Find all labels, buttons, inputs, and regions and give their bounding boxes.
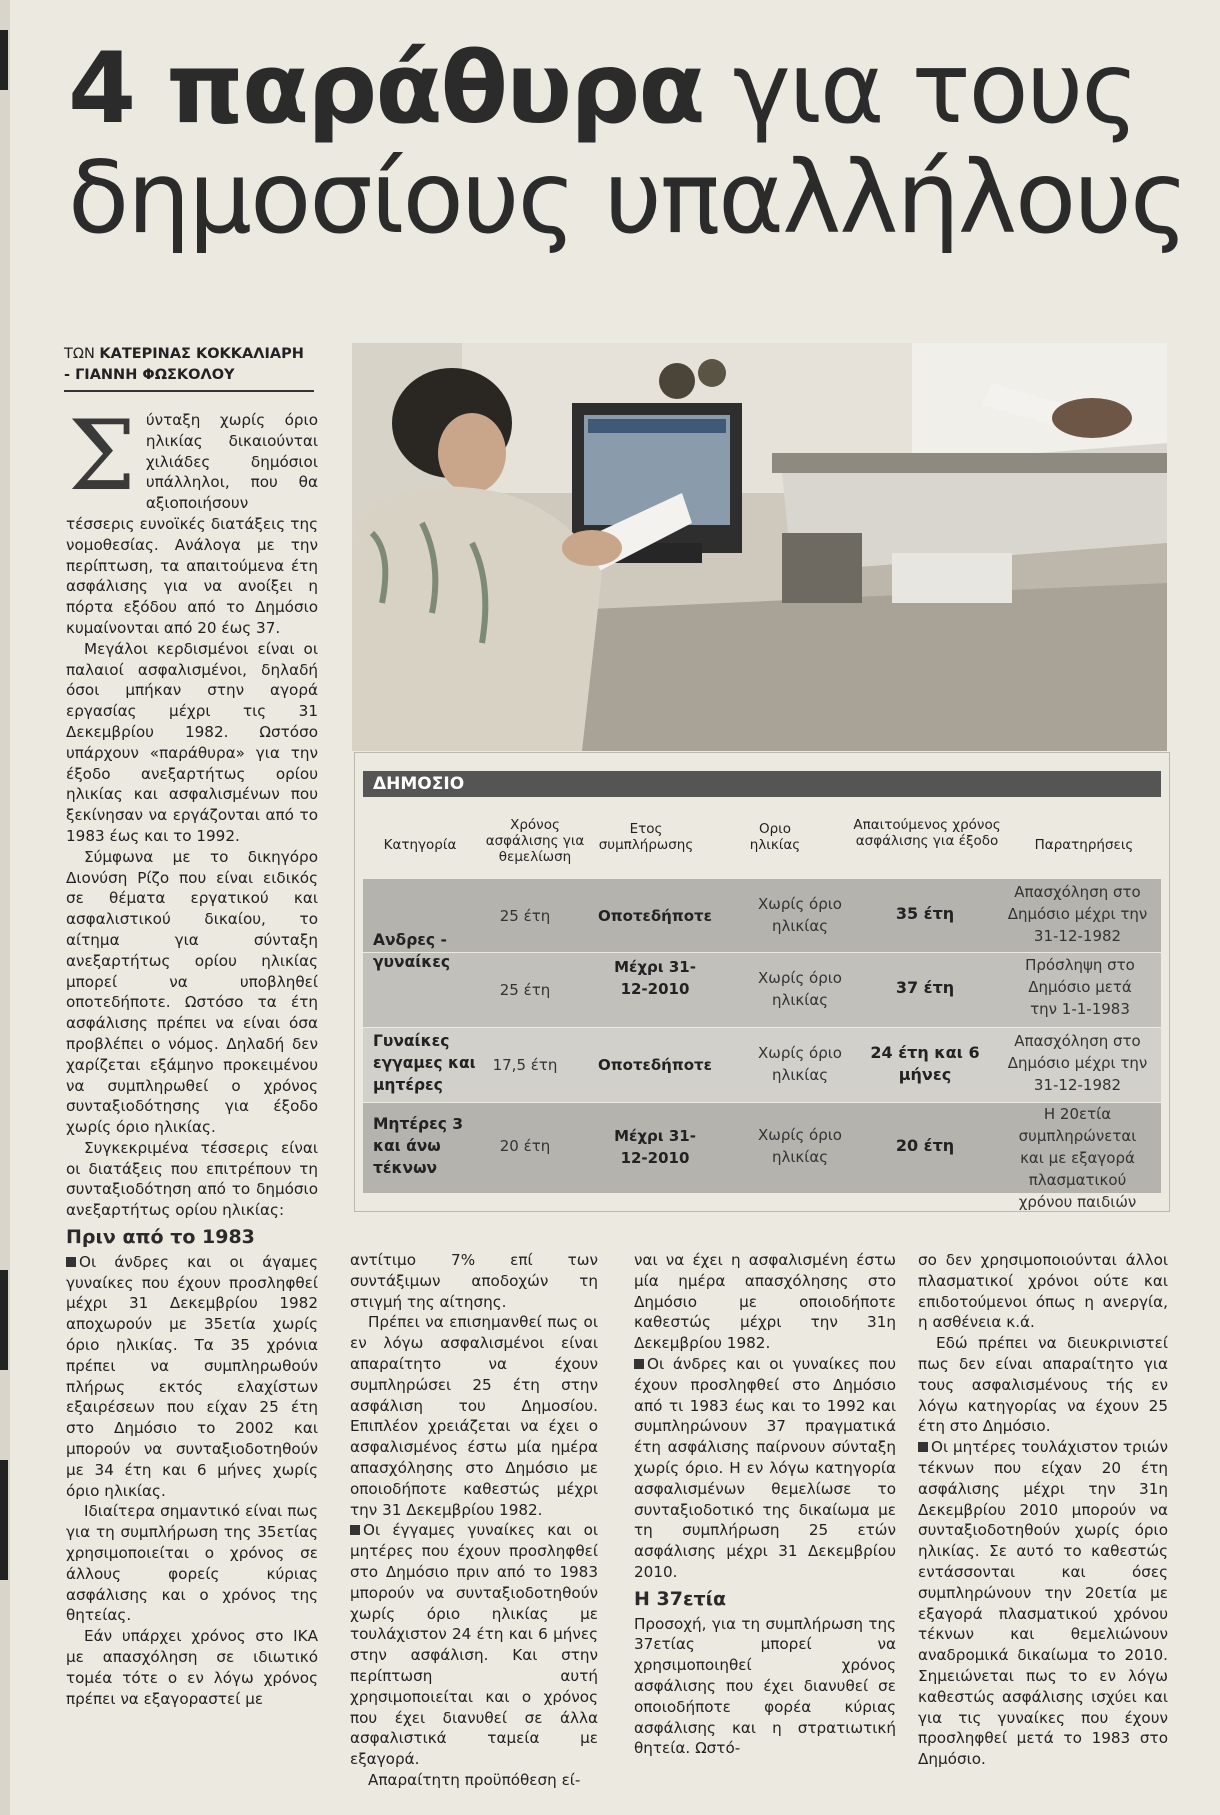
paragraph: Προσοχή, για τη συμπλήρωση της 37ετίας μπορεί να χρησιμοποιηθεί χρόνος ασφάλισης που έχει διανυθεί σε οποιοδήποτε φορέα κύριας ασφάλισης και η στρατιωτική θητεία. Ωστό- bbox=[634, 1614, 896, 1758]
table-title: ΔΗΜΟΣΙΟ bbox=[363, 771, 1161, 797]
paragraph: Εάν υπάρχει χρόνος στο ΙΚΑ με απασχόληση σε ιδιωτικό τομέα τότε ο εν λόγω χρόνος πρέπει να εξαγοραστεί με bbox=[66, 1627, 318, 1708]
paragraph: αντίτιμο 7% επί των συντάξιμων αποδοχών τη στιγμή της αίτησης. bbox=[350, 1251, 598, 1311]
cell-category: Ανδρες - γυναίκες bbox=[373, 931, 451, 971]
bullet-square-icon bbox=[66, 1257, 76, 1267]
cell-category: Μητέρες 3 και άνω τέκνων bbox=[373, 1115, 464, 1177]
paragraph: ναι να έχει η ασφαλισμένη έστω μία ημέρα απασχόλησης στο Δημόσιο με οποιοδήποτε καθεστώς μέχρι την 31η Δεκεμβρίου 1982. bbox=[634, 1251, 896, 1353]
cell-years-basis: 25 έτη bbox=[499, 981, 551, 999]
cell-notes: Πρόσληψη στο Δημόσιο μετά την 1-1-1983 bbox=[1025, 956, 1135, 1018]
header-completion-year: Ετος συμπλήρωσης bbox=[598, 821, 694, 853]
paragraph: ύνταξη χωρίς όριο ηλικίας δικαιούνται χιλιάδες δημόσιοι υπάλληλοι, που θα αξιοποιήσουν τέσσερις ευνοϊκές διατάξεις της νομοθεσίας. Ανάλογα με την περίπτωση, τα απαιτούμενα έτη ασφάλισης για να ανοίξει η πόρτα εξόδου από το Δημόσιο κυμαίνονται από 20 έως 37. bbox=[66, 411, 318, 637]
section-heading: Η 37ετία bbox=[634, 1587, 727, 1610]
cell-years-basis: 25 έτη bbox=[499, 907, 551, 925]
office-clerk-photo bbox=[352, 343, 1167, 751]
cell-completion-year: Οποτεδήποτε bbox=[598, 1056, 712, 1074]
byline-rule bbox=[64, 390, 314, 392]
bullet-square-icon bbox=[634, 1359, 644, 1369]
section-heading: Πριν από το 1983 bbox=[66, 1226, 255, 1249]
cell-age-limit: Χωρίς όριο ηλικίας bbox=[758, 895, 842, 935]
paragraph: Σύμφωνα με το δικηγόρο Διονύση Ρίζο που είναι ειδικός σε θέματα εργατικού και ασφαλιστικού δικαίου, το αίτημα για σύνταξη ανεξαρτήτως ορίου ηλικίας μπορεί να υποβληθεί οποτεδήποτε. Ωστόσο τα έτη ασφάλισης πρέπει να είναι όσα προβλέπει ο νόμος. Δηλαδή δεν χαρίζεται εξάμηνο προκειμένου να συμπληρωθεί ο χρόνος συνταξιοδότησης για έξοδο χωρίς όριο ηλικίας. bbox=[66, 847, 318, 1137]
cell-completion-year: Μέχρι 31-12-2010 bbox=[614, 958, 696, 998]
bullet-square-icon bbox=[918, 1442, 928, 1452]
headline bbox=[68, 32, 1187, 256]
cell-years-basis: 20 έτη bbox=[499, 1137, 551, 1155]
article-column-4 bbox=[918, 1250, 1168, 1770]
byline-prefix: ΤΩΝ bbox=[64, 346, 100, 362]
header-required-years: Απαιτούμενος χρόνος ασφάλισης για έξοδο bbox=[853, 817, 1001, 849]
cell-completion-year: Μέχρι 31-12-2010 bbox=[614, 1127, 696, 1167]
article-column-3 bbox=[634, 1250, 896, 1759]
cell-notes: Απασχόληση στο Δημόσιο μέχρι την 31-12-1982 bbox=[1007, 1032, 1148, 1094]
cell-category: Γυναίκες εγγαμες και μητέρες bbox=[373, 1032, 476, 1094]
paragraph: Ιδιαίτερα σημαντικό είναι πως για τη συμπλήρωση της 35ετίας χρησιμοποιείται ο χρόνος σε άλλους φορείς κύριας ασφάλισης και ο χρόνος της θητείας. bbox=[66, 1502, 318, 1625]
cell-notes: Η 20ετία συμπληρώνεται και με εξαγορά πλασματικού χρόνου παιδιών bbox=[1018, 1105, 1137, 1211]
cell-notes: Απασχόληση στο Δημόσιο μέχρι την 31-12-1982 bbox=[1007, 883, 1148, 945]
paragraph: Πρέπει να επισημανθεί πως οι εν λόγω ασφαλισμένοι είναι απαραίτητο να έχουν συμπληρώσει 25 έτη στην ασφάλιση του Δημοσίου. Επιπλέον χρειάζεται να έχει ο ασφαλισμένος έστω μία ημέρα απασχόλησης στο Δημόσιο με οποιοδήποτε καθεστώς μέχρι την 31 Δεκεμβρίου 1982. bbox=[350, 1313, 598, 1519]
paragraph: Οι έγγαμες γυναίκες και οι μητέρες που έχουν προσληφθεί στο Δημόσιο πριν από το 1983 μπορούν να συνταξιοδοτηθούν χωρίς όριο ηλικίας με τουλάχιστον 24 έτη και 6 μήνες στην ασφάλιση. Και στην περίπτωση αυτή χρησιμοποιείται και ο χρόνος που έχει διανυθεί σε άλλα ασφαλιστικά ταμεία με εξαγορά. bbox=[350, 1521, 598, 1769]
headline-bold: 4 παράθυρα bbox=[68, 32, 704, 146]
bullet-square-icon bbox=[350, 1525, 360, 1535]
cell-age-limit: Χωρίς όριο ηλικίας bbox=[758, 1126, 842, 1166]
article-column-2 bbox=[350, 1250, 598, 1791]
paragraph: Οι άνδρες και οι γυναίκες που έχουν προσληφθεί στο Δημόσιο από τι 1983 έως και το 1992 και συμπληρώνουν 37 πραγματικά έτη ασφάλισης παίρνουν σύνταξη χωρίς όριο. Η εν λόγω κατηγορία ασφαλισμένων θεμελίωσε το συνταξιοδοτικό της δικαίωμα με τη συμπλήρωση 25 ετών ασφάλισης μέχρι 31 Δεκεμβρίου 2010. bbox=[634, 1354, 896, 1581]
cell-required-years: 24 έτη και 6 μήνες bbox=[870, 1043, 980, 1084]
cell-years-basis: 17,5 έτη bbox=[492, 1056, 558, 1074]
header-category: Κατηγορία bbox=[383, 837, 457, 853]
paragraph: σο δεν χρησιμοποιούνται άλλοι πλασματικοί χρόνοι ούτε και επιδοτούμενοι όπως η ανεργία, η ασθένεια κ.ά. bbox=[918, 1251, 1168, 1332]
paragraph: Συγκεκριμένα τέσσερις είναι οι διατάξεις που επιτρέπουν τη συνταξιοδότηση από το δημόσιο ανεξαρτήτως ορίου ηλικίας: bbox=[66, 1138, 318, 1220]
cell-required-years: 20 έτη bbox=[895, 1136, 955, 1155]
cell-age-limit: Χωρίς όριο ηλικίας bbox=[758, 1044, 842, 1084]
headline-rest: για τους bbox=[703, 32, 1137, 146]
page-edge bbox=[0, 0, 10, 1815]
cell-completion-year: Οποτεδήποτε bbox=[598, 907, 712, 925]
article-column-1 bbox=[66, 400, 318, 1709]
cell-required-years: 35 έτη bbox=[895, 904, 955, 923]
byline-author1: ΚΑΤΕΡΙΝΑΣ ΚΟΚΚΑΛΙΑΡΗ bbox=[99, 346, 304, 362]
paragraph: Οι άνδρες και οι άγαμες γυναίκες που έχουν προσληφθεί μέχρι 31 Δεκεμβρίου 1982 αποχωρούν με 35ετία χωρίς όριο ηλικίας. Τα 35 χρόνια πρέπει να συμπληρωθούν πλήρως εκτός ελαχίστων εξαιρέσεων που είχαν 25 έτη στο Δημόσιο το 2002 και μπορούν να συνταξιοδοτηθούν με 34 έτη και 6 μήνες χωρίς όριο ηλικίας. bbox=[66, 1252, 318, 1500]
public-sector-table bbox=[354, 752, 1170, 1212]
cell-age-limit: Χωρίς όριο ηλικίας bbox=[758, 969, 842, 1009]
header-years-basis: Χρόνος ασφάλισης για θεμελίωση bbox=[485, 817, 585, 865]
cell-required-years: 37 έτη bbox=[895, 978, 955, 997]
header-notes: Παρατηρήσεις bbox=[1034, 837, 1134, 853]
byline bbox=[64, 344, 334, 392]
dropcap: Σ bbox=[68, 400, 136, 512]
paragraph: Μεγάλοι κερδισμένοι είναι οι παλαιοί ασφαλισμένοι, δηλαδή όσοι μπήκαν στην αγορά εργασίας μέχρι τις 31 Δεκεμβρίου 1982. Ωστόσο υπάρχουν «παράθυρα» για την έξοδο ανεξαρτήτως ορίου ηλικίας και ασφαλισμένων που ξεκίνησαν να εργάζονται από το 1983 έως και το 1992. bbox=[66, 639, 318, 845]
paragraph: Οι μητέρες τουλάχιστον τριών τέκνων που είχαν 20 έτη ασφάλισης μέχρι την 31η Δεκεμβρίου 2010 μπορούν να συνταξιοδοτηθούν χωρίς όριο ηλικίας. Σε αυτό το καθεστώς εντάσσονται και όσες συμπληρώνουν την 20ετία με εξαγορά πλασματικού χρόνου τέκνων και θεμελιώνουν αναδρομικά δικαίωμα το 2010. Σημειώνεται πως το εν λόγω καθεστώς ασφάλισης ισχύει και για τις γυναίκες που έχουν προσληφθεί μετά το 1983 στο Δημόσιο. bbox=[918, 1438, 1168, 1769]
paragraph: Εδώ πρέπει να διευκρινιστεί πως δεν είναι απαραίτητο για τους ασφαλισμένους τής εν λόγω κατηγορίας να έχουν 25 έτη στο Δημόσιο. bbox=[918, 1334, 1168, 1436]
header-age-limit: Οριο ηλικίας bbox=[749, 821, 801, 853]
byline-author2: - ΓΙΑΝΝΗ ΦΩΣΚΟΛΟΥ bbox=[64, 367, 235, 383]
paragraph: Απαραίτητη προϋπόθεση εί- bbox=[368, 1770, 581, 1789]
article-photo bbox=[352, 343, 1167, 751]
headline-line2: δημοσίους υπαλλήλους bbox=[68, 139, 1187, 256]
